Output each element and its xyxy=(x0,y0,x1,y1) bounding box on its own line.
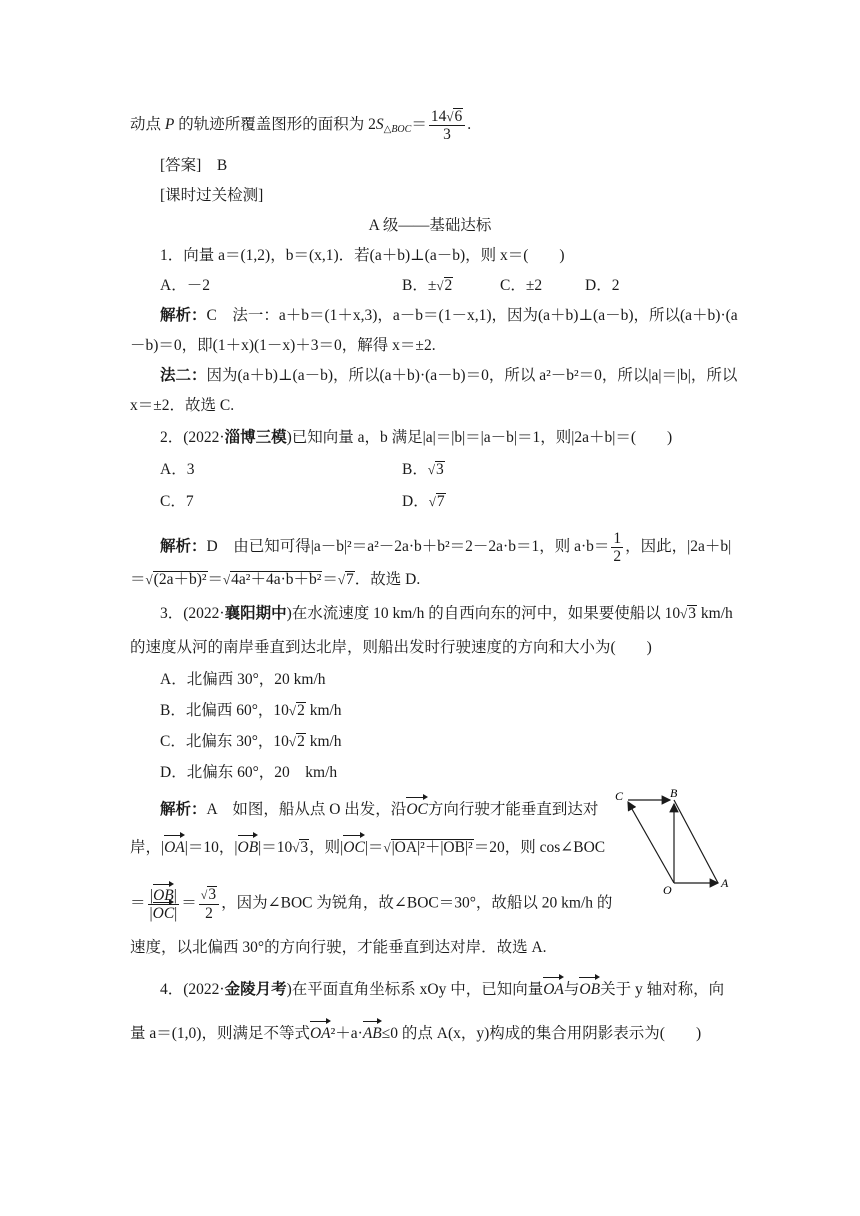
q3-opt-c: C．北偏东 30°，10√2 km/h xyxy=(160,733,342,750)
q2-sol-label: 解析： xyxy=(160,538,207,556)
q3-stem-rad: 3 xyxy=(688,605,697,622)
q2-opt-d: D．√7 xyxy=(402,493,445,510)
q3-opt-b: B．北偏西 60°，10√2 km/h xyxy=(160,702,342,719)
vector-ob-num: OB xyxy=(153,886,174,904)
s-subscript: △BOC xyxy=(383,124,412,136)
fig-line-ba xyxy=(674,800,718,883)
q3-stem-2: 的速度从河的南岸垂直到达北岸，则船出发时行驶速度的方向和大小为( ) xyxy=(130,639,652,656)
q4-stem-2: 量 a＝(1,0)，则满足不等式OA²＋a·AB≤0 的点 A(x，y)构成的集合用阴影表示为( ) xyxy=(130,1025,702,1042)
q3-opt-d: D．北偏东 60°，20 km/h xyxy=(160,764,338,781)
q1-sol2-2: x＝±2．故选 C. xyxy=(130,397,235,414)
q1-sol2-text-1: 因为(a＋b)⊥(a－b)，所以(a＋b)·(a－b)＝0，所以 a²－b²＝0，所以|a|＝|b|，所以 xyxy=(206,367,738,384)
q4-vector-oa-2: OA xyxy=(309,1025,331,1042)
intro-text-a: 动点 xyxy=(130,116,162,134)
q1-sol2-1 xyxy=(160,366,737,386)
q2-opt-d-rad: 7 xyxy=(436,493,445,510)
q2-opt-b-rad: 3 xyxy=(435,461,444,478)
level-title: A 级——基础达标 xyxy=(368,217,492,234)
area-fraction: $\frac{14√6}{3}$ xyxy=(429,108,465,143)
q2-source: 淄博三模 xyxy=(224,429,287,446)
q4-source: 金陵月考 xyxy=(224,981,287,998)
q2-opt-b: B．√3 xyxy=(402,461,444,478)
s-symbol: S xyxy=(375,116,384,134)
fig-vector-oc xyxy=(628,802,674,883)
fig-label-b: B xyxy=(670,788,678,800)
answer-line: [答案] B xyxy=(160,157,228,174)
q1-sol-text-1: C 法一：a＋b＝(1＋x,3)，a－b＝(1－x,1)，因为(a＋b)⊥(a－b)，所以(a＋b)·(a xyxy=(206,307,738,324)
q3-cos-frac: $\frac{|OB|}{|OC|}$ xyxy=(149,886,178,922)
q3-opt-c-rad: 2 xyxy=(297,733,305,750)
q1-opt-c: C．±2 xyxy=(500,277,543,294)
q3-sol-2: 岸，|OA|＝10，|OB|＝10√3，则|OC|＝√|OA|²＋|OB|²＝20，则 cos∠BOC xyxy=(130,839,606,856)
intro-end: . xyxy=(467,116,472,134)
q1-sol-1 xyxy=(160,306,738,326)
area-num-rad: 6 xyxy=(454,108,463,125)
q3-vector-figure xyxy=(612,788,742,898)
q4-vector-ob: OB xyxy=(579,981,601,998)
q1-stem: 1．向量 a＝(1,2)，b＝(x,1)．若(a＋b)⊥(a－b)，则 x＝( ) xyxy=(160,247,565,264)
q3-rad-a: 3 xyxy=(300,839,309,856)
q3-sol-1: 解析：A 如图，船从点 O 出发，沿OC方向行驶才能垂直到达对 xyxy=(160,801,599,818)
vector-oc-2: OC xyxy=(343,839,365,856)
q2-opt-c: C．7 xyxy=(160,493,194,510)
q4-stem-1: 4．(2022·金陵月考)在平面直角坐标系 xOy 中，已知向量OA与OB关于 y 轴对称，向 xyxy=(160,981,725,998)
fig-label-c: C xyxy=(615,789,624,803)
fig-label-a: A xyxy=(721,876,729,890)
vector-oc: OC xyxy=(406,801,428,818)
q2-opt-a: A．3 xyxy=(160,461,195,478)
q1-opt-a: A．－2 xyxy=(160,277,210,294)
intro-text-b: 的轨迹所覆盖图形的面积为 2 xyxy=(178,116,376,134)
q3-sol-3: ＝ $\frac{|OB|}{|OC|}$ ＝ $\frac{√3}{2}$ ，因为∠BOC 为锐角，故∠BOC＝30°，故船以 20 km/h 的 xyxy=(130,886,613,922)
q2-rad-1: (2a＋b)² xyxy=(153,571,207,588)
q2-sol-2: ＝√(2a＋b)²＝√4a²＋4a·b＋b²＝√7．故选 D. xyxy=(130,571,421,588)
q3-opt-b-rad: 2 xyxy=(297,702,305,719)
q4-vector-oa: OA xyxy=(543,981,564,998)
q2-half: $\frac{1}{2}$ xyxy=(613,530,622,565)
q1-opt-d: D．2 xyxy=(585,277,620,294)
q3-root3-half: $\frac{√3}{2}$ xyxy=(199,886,219,922)
q4-vector-ab: AB xyxy=(362,1025,382,1042)
q3-rad-b: |OA|²＋|OB|² xyxy=(391,839,473,856)
q3-stem-1: 3．(2022·襄阳期中)在水流速度 10 km/h 的自西向东的河中，如果要使船以 10√3 km/h xyxy=(160,605,733,622)
q2-rad-3: 7 xyxy=(346,571,354,588)
q2-stem: 2．(2022·淄博三模)已知向量 a，b 满足|a|＝|b|＝|a－b|＝1，则|2a＋b|＝( ) xyxy=(160,429,673,446)
q1-sol-label: 解析： xyxy=(160,307,207,324)
q1-sol-2: －b)＝0，即(1＋x)(1－x)＋3＝0，解得 x＝±2. xyxy=(130,337,436,354)
area-num: 14 xyxy=(430,108,447,125)
q2-sol-1: 解析：D 由已知可得|a－b|²＝a²－2a·b＋b²＝2－2a·b＝1，则 a·b＝ $\frac{1}{2}$ ，因此，|2a＋b| xyxy=(160,530,732,565)
section-tag: [课时过关检测] xyxy=(160,187,264,204)
q3-sol-label: 解析： xyxy=(160,801,207,818)
area-den: 3 xyxy=(443,126,451,143)
q2-rad-2: 4a²＋4a·b＋b² xyxy=(231,571,322,588)
fig-label-o: O xyxy=(663,883,672,897)
q3-opt-a: A．北偏西 30°，20 km/h xyxy=(160,671,326,688)
q3-source: 襄阳期中 xyxy=(224,605,287,622)
vector-ob: OB xyxy=(237,839,259,856)
point-p: P xyxy=(164,116,175,134)
q1-opt-b: B．±√2 xyxy=(402,277,453,294)
q1-sol2-label: 法二： xyxy=(160,367,207,384)
vector-oa: OA xyxy=(164,839,185,856)
vector-oc-den: OC xyxy=(152,904,175,922)
q3-sol-4: 速度，以北偏西 30°的方向行驶，才能垂直到达对岸．故选 A. xyxy=(130,939,547,956)
intro-line xyxy=(130,108,471,143)
intro-eq: ＝ xyxy=(411,116,427,134)
q1-opt-b-rad: 2 xyxy=(444,277,453,294)
